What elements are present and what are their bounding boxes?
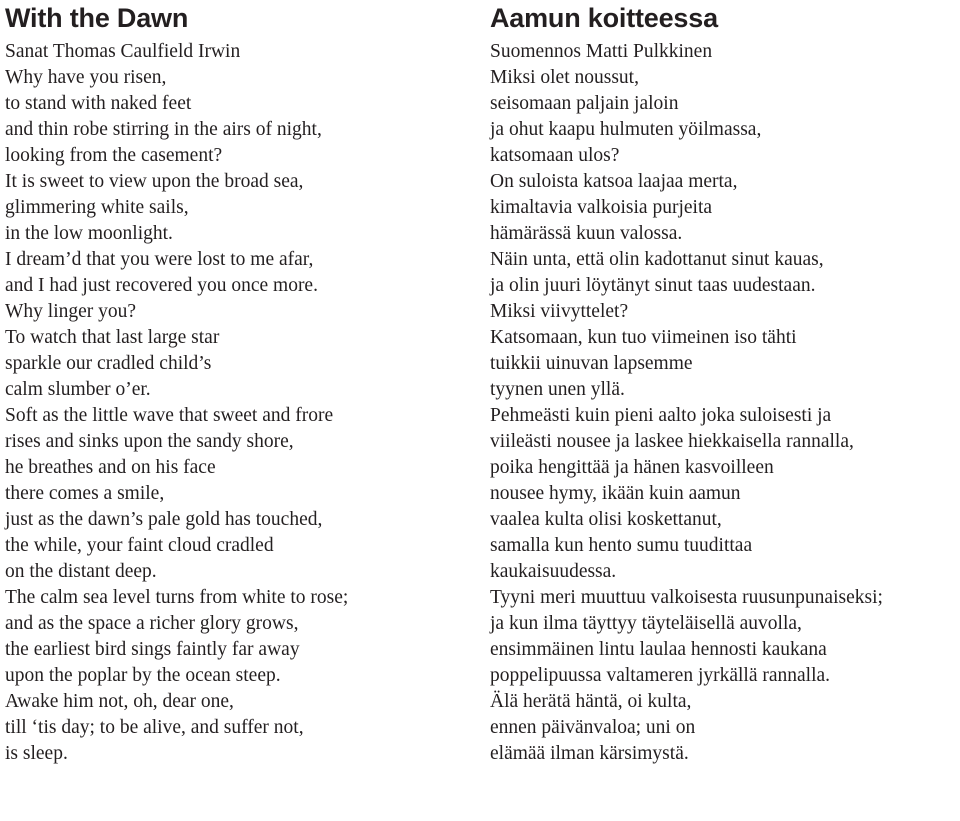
english-stanza [5,689,475,767]
poem-line: calm slumber o’er. [5,379,151,400]
english-stanza [5,65,475,169]
poem-line: and thin robe stirring in the airs of night, [5,119,322,140]
poem-line: the earliest bird sings faintly far away [5,639,300,660]
poem-line: tyynen unen yllä. [490,379,625,400]
poem-line: viileästi nousee ja laskee hiekkaisella rannalla, [490,431,854,452]
finnish-stanzas [490,65,960,767]
finnish-stanza [490,403,960,585]
poem-line: tuikkii uinuvan lapsemme [490,353,693,374]
poem-line: and as the space a richer glory grows, [5,613,299,634]
poem-line: on the distant deep. [5,561,157,582]
poem-line: The calm sea level turns from white to rose; [5,587,349,608]
poem-line: Why linger you? [5,301,137,322]
english-poem-column [5,0,475,767]
english-stanza [5,247,475,325]
poem-line: and I had just recovered you once more. [5,275,318,296]
poem-line: there comes a smile, [5,483,165,504]
finnish-poem-column [490,0,960,767]
poem-line: ennen päivänvaloa; uni on [490,717,696,738]
poem-line: kaukaisuudessa. [490,561,617,582]
poem-line: to stand with naked feet [5,93,192,114]
finnish-poem-title: Aamun koitteessa [490,3,718,33]
poem-line: Tyyni meri muuttuu valkoisesta ruusunpunaiseksi; [490,587,883,608]
poem-line: Miksi olet noussut, [490,67,639,88]
poem-line: ensimmäinen lintu laulaa hennosti kaukana [490,639,827,660]
poem-line: just as the dawn’s pale gold has touched, [5,509,323,530]
finnish-stanza [490,65,960,169]
poem-line: Älä herätä häntä, oi kulta, [490,691,692,712]
poem-line: glimmering white sails, [5,197,189,218]
finnish-stanza [490,325,960,403]
english-stanzas [5,65,475,767]
finnish-poem-byline: Suomennos Matti Pulkkinen [490,41,713,62]
poem-line: poika hengittää ja hänen kasvoilleen [490,457,774,478]
poem-line: sparkle our cradled child’s [5,353,212,374]
english-stanza [5,403,475,585]
poem-line: Pehmeästi kuin pieni aalto joka suloisesti ja [490,405,832,426]
poem-line: Näin unta, että olin kadottanut sinut kauas, [490,249,824,270]
poem-line: Why have you risen, [5,67,167,88]
finnish-stanza [490,585,960,689]
poem-line: poppelipuussa valtameren jyrkällä rannalla. [490,665,831,686]
poem-line: nousee hymy, ikään kuin aamun [490,483,741,504]
poem-line: upon the poplar by the ocean steep. [5,665,281,686]
english-poem-title: With the Dawn [5,3,189,33]
poem-line: rises and sinks upon the sandy shore, [5,431,294,452]
poem-line: katsomaan ulos? [490,145,620,166]
poem-line: ja ohut kaapu hulmuten yöilmassa, [490,119,762,140]
finnish-stanza [490,247,960,325]
finnish-stanza [490,169,960,247]
poem-line: samalla kun hento sumu tuudittaa [490,535,753,556]
poem-line: To watch that last large star [5,327,220,348]
english-stanza [5,325,475,403]
poem-line: Katsomaan, kun tuo viimeinen iso tähti [490,327,797,348]
english-poem-byline: Sanat Thomas Caulfield Irwin [5,41,241,62]
poem-line: till ‘tis day; to be alive, and suffer not, [5,717,304,738]
poem-line: Soft as the little wave that sweet and frore [5,405,334,426]
poem-line: he breathes and on his face [5,457,216,478]
poem-line: ja kun ilma täyttyy täyteläisellä auvolla, [490,613,802,634]
poem-line: It is sweet to view upon the broad sea, [5,171,304,192]
english-stanza [5,169,475,247]
poem-line: kimaltavia valkoisia purjeita [490,197,713,218]
finnish-stanza [490,689,960,767]
poem-line: I dream’d that you were lost to me afar, [5,249,314,270]
poem-line: is sleep. [5,743,68,764]
poem-line: Awake him not, oh, dear one, [5,691,234,712]
poem-line: seisomaan paljain jaloin [490,93,679,114]
poem-line: hämärässä kuun valossa. [490,223,683,244]
poem-line: looking from the casement? [5,145,223,166]
poem-line: ja olin juuri löytänyt sinut taas uudestaan. [490,275,816,296]
english-stanza [5,585,475,689]
poem-line: On suloista katsoa laajaa merta, [490,171,738,192]
poem-line: vaalea kulta olisi koskettanut, [490,509,722,530]
poem-line: the while, your faint cloud cradled [5,535,274,556]
poem-line: in the low moonlight. [5,223,173,244]
poem-line: Miksi viivyttelet? [490,301,629,322]
poem-line: elämää ilman kärsimystä. [490,743,689,764]
